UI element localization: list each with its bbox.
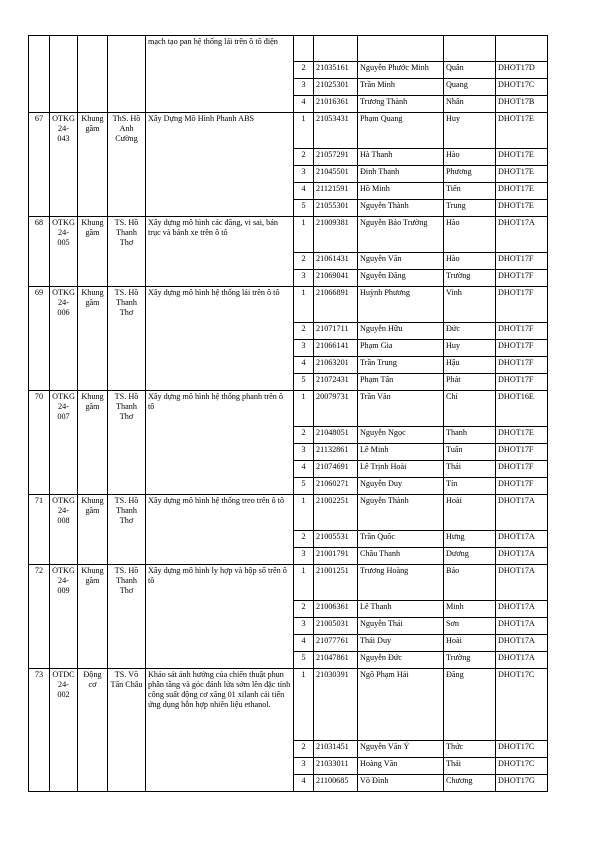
student-index-cell: 4 — [294, 461, 314, 478]
student-class-cell: DHOT17E — [496, 200, 548, 217]
student-index-cell: 2 — [294, 149, 314, 166]
student-index-cell: 5 — [294, 200, 314, 217]
group-number-cell: 68 — [29, 217, 50, 287]
student-index-cell: 5 — [294, 478, 314, 495]
category-cell: Khung gầm — [78, 217, 108, 287]
student-firstname-cell: Vinh — [444, 287, 496, 323]
student-index-cell: 4 — [294, 183, 314, 200]
student-index-cell: 2 — [294, 323, 314, 340]
student-index-cell: 1 — [294, 495, 314, 531]
student-id-cell: 21001791 — [314, 548, 358, 565]
student-lastname-cell: Nguyễn Duy — [358, 478, 444, 495]
student-lastname-cell: Lê Trịnh Hoài — [358, 461, 444, 478]
student-class-cell: DHOT17E — [496, 183, 548, 200]
student-firstname-cell: Hào — [444, 149, 496, 166]
topic-title-cell: Xây dựng mô hình ly hợp và hộp số trên ô tô — [146, 565, 294, 669]
student-lastname-cell: Hồ Minh — [358, 183, 444, 200]
student-index-cell: 4 — [294, 775, 314, 792]
student-firstname-cell: Hào — [444, 253, 496, 270]
topic-code-cell: OTKG 24-006 — [50, 287, 78, 391]
student-class-cell: DHOT17E — [496, 149, 548, 166]
student-topic-table — [28, 35, 548, 792]
student-firstname-cell: Hoài — [444, 495, 496, 531]
student-index-cell: 4 — [294, 357, 314, 374]
advisor-cell: TS. Hồ Thanh Thơ — [108, 495, 146, 565]
student-class-cell: DHOT17E — [496, 166, 548, 183]
student-class-cell: DHOT17C — [496, 758, 548, 775]
student-firstname-cell: Thái — [444, 758, 496, 775]
student-index-cell: 5 — [294, 374, 314, 391]
advisor-cell — [108, 36, 146, 113]
student-class-cell: DHOT17F — [496, 270, 548, 287]
group-number-cell: 69 — [29, 287, 50, 391]
student-index-cell: 1 — [294, 217, 314, 253]
group-number-cell: 71 — [29, 495, 50, 565]
student-id-cell: 21061431 — [314, 253, 358, 270]
student-class-cell: DHOT17F — [496, 323, 548, 340]
student-index-cell: 3 — [294, 340, 314, 357]
student-id-cell: 21005031 — [314, 618, 358, 635]
table-row — [29, 36, 548, 62]
student-lastname-cell: Phạm Tấn — [358, 374, 444, 391]
student-id-cell: 21048051 — [314, 427, 358, 444]
table-row — [29, 113, 548, 149]
student-firstname-cell: Nhân — [444, 96, 496, 113]
group-number-cell: 67 — [29, 113, 50, 217]
student-firstname-cell: Hưng — [444, 531, 496, 548]
student-firstname-cell: Chí — [444, 391, 496, 427]
student-class-cell: DHOT17E — [496, 113, 548, 149]
category-cell: Khung gầm — [78, 391, 108, 495]
student-class-cell: DHOT17A — [496, 652, 548, 669]
student-lastname-cell: Huỳnh Phương — [358, 287, 444, 323]
student-index-cell: 1 — [294, 669, 314, 741]
student-id-cell: 21053431 — [314, 113, 358, 149]
student-lastname-cell — [358, 36, 444, 62]
student-lastname-cell: Nguyễn Văn — [358, 253, 444, 270]
student-id-cell: 21069041 — [314, 270, 358, 287]
student-firstname-cell: Quang — [444, 79, 496, 96]
student-lastname-cell: Phạm Quang — [358, 113, 444, 149]
student-firstname-cell: Tín — [444, 478, 496, 495]
student-id-cell: 20079731 — [314, 391, 358, 427]
student-class-cell: DHOT17D — [496, 62, 548, 79]
student-class-cell: DHOT17G — [496, 775, 548, 792]
student-id-cell: 21009381 — [314, 217, 358, 253]
table-row — [29, 287, 548, 323]
student-id-cell: 21055301 — [314, 200, 358, 217]
student-lastname-cell: Nguyễn Ngọc — [358, 427, 444, 444]
student-class-cell: DHOT17F — [496, 253, 548, 270]
student-index-cell — [294, 36, 314, 62]
topic-code-cell: OTKG 24-009 — [50, 565, 78, 669]
topic-code-cell: OTKG 24-005 — [50, 217, 78, 287]
student-class-cell: DHOT17A — [496, 565, 548, 601]
student-lastname-cell: Trần Quốc — [358, 531, 444, 548]
category-cell — [78, 36, 108, 113]
student-id-cell: 21072431 — [314, 374, 358, 391]
student-index-cell: 3 — [294, 79, 314, 96]
topic-title-cell: mạch tạo pan hệ thống lái trên ô tô điện — [146, 36, 294, 113]
student-class-cell: DHOT17F — [496, 461, 548, 478]
table-body — [29, 36, 548, 792]
category-cell: Động cơ — [78, 669, 108, 792]
student-class-cell: DHOT17A — [496, 601, 548, 618]
student-id-cell: 21066891 — [314, 287, 358, 323]
student-id-cell: 21025301 — [314, 79, 358, 96]
student-id-cell: 21063201 — [314, 357, 358, 374]
student-lastname-cell: Võ Đình — [358, 775, 444, 792]
student-id-cell: 21001251 — [314, 565, 358, 601]
student-index-cell: 3 — [294, 618, 314, 635]
student-id-cell: 21066141 — [314, 340, 358, 357]
student-lastname-cell: Nguyễn Đăng — [358, 270, 444, 287]
student-lastname-cell: Hoàng Văn — [358, 758, 444, 775]
student-class-cell: DHOT17A — [496, 618, 548, 635]
student-id-cell: 21033011 — [314, 758, 358, 775]
student-index-cell: 2 — [294, 531, 314, 548]
student-class-cell: DHOT17C — [496, 741, 548, 758]
student-index-cell: 5 — [294, 652, 314, 669]
student-class-cell: DHOT17F — [496, 357, 548, 374]
student-firstname-cell: Trung — [444, 200, 496, 217]
student-id-cell: 21045501 — [314, 166, 358, 183]
student-lastname-cell: Châu Thanh — [358, 548, 444, 565]
group-number-cell: 73 — [29, 669, 50, 792]
student-lastname-cell: Đinh Thanh — [358, 166, 444, 183]
student-firstname-cell: Sơn — [444, 618, 496, 635]
table-row — [29, 391, 548, 427]
student-class-cell: DHOT17F — [496, 340, 548, 357]
student-id-cell: 21077761 — [314, 635, 358, 652]
student-firstname-cell: Phương — [444, 166, 496, 183]
student-lastname-cell: Nguyễn Đức — [358, 652, 444, 669]
group-number-cell: 72 — [29, 565, 50, 669]
student-class-cell: DHOT17A — [496, 217, 548, 253]
topic-title-cell: Xây dựng mô hình hệ thống lái trên ô tô — [146, 287, 294, 391]
student-firstname-cell: Thanh — [444, 427, 496, 444]
student-id-cell: 21002251 — [314, 495, 358, 531]
topic-code-cell: OTDC 24-002 — [50, 669, 78, 792]
student-class-cell: DHOT16E — [496, 391, 548, 427]
student-index-cell: 2 — [294, 741, 314, 758]
student-firstname-cell: Đức — [444, 323, 496, 340]
student-lastname-cell: Ngô Phạm Hải — [358, 669, 444, 741]
student-lastname-cell: Trần Minh — [358, 79, 444, 96]
student-index-cell: 2 — [294, 253, 314, 270]
topic-title-cell: Khảo sát ảnh hưởng của chiến thuật phun phân tầng và góc đánh lửa sớm lên đặc tính công suất động cơ xăng 01 xilanh cải tiến ứng dụng hỗn hợp nhiên liệu ethanol. — [146, 669, 294, 792]
student-lastname-cell: Nguyễn Thái — [358, 618, 444, 635]
advisor-cell: TS. Hồ Thanh Thơ — [108, 287, 146, 391]
student-index-cell: 3 — [294, 444, 314, 461]
topic-title-cell: Xây Dựng Mô Hình Phanh ABS — [146, 113, 294, 217]
student-id-cell: 21100685 — [314, 775, 358, 792]
student-lastname-cell: Trương Hoàng — [358, 565, 444, 601]
student-lastname-cell: Nguyễn Văn Ý — [358, 741, 444, 758]
student-class-cell — [496, 36, 548, 62]
advisor-cell: TS. Võ Tấn Châu — [108, 669, 146, 792]
topic-title-cell: Xây dựng mô hình hệ thống treo trên ô tô — [146, 495, 294, 565]
topic-code-cell: OTKG 24-007 — [50, 391, 78, 495]
student-firstname-cell: Tiến — [444, 183, 496, 200]
student-id-cell: 21016361 — [314, 96, 358, 113]
student-id-cell: 21030391 — [314, 669, 358, 741]
student-firstname-cell: Dương — [444, 548, 496, 565]
advisor-cell: ThS. Hồ Anh Cường — [108, 113, 146, 217]
table-row — [29, 565, 548, 601]
student-firstname-cell: Trường — [444, 270, 496, 287]
advisor-cell: TS. Hồ Thanh Thơ — [108, 391, 146, 495]
student-lastname-cell: Phạm Gia — [358, 340, 444, 357]
student-lastname-cell: Trần Trung — [358, 357, 444, 374]
student-firstname-cell: Thức — [444, 741, 496, 758]
topic-code-cell — [50, 36, 78, 113]
topic-code-cell: OTKG 24-008 — [50, 495, 78, 565]
topic-title-cell: Xây dựng mô hình các đăng, vi sai, bán trục và bánh xe trên ô tô — [146, 217, 294, 287]
student-class-cell: DHOT17B — [496, 96, 548, 113]
topic-title-cell: Xây dựng mô hình hệ thống phanh trên ô tô — [146, 391, 294, 495]
student-firstname-cell: Chương — [444, 775, 496, 792]
student-lastname-cell: Trương Thành — [358, 96, 444, 113]
student-index-cell: 4 — [294, 96, 314, 113]
student-id-cell: 21121591 — [314, 183, 358, 200]
student-firstname-cell: Huy — [444, 340, 496, 357]
student-lastname-cell: Trần Văn — [358, 391, 444, 427]
student-lastname-cell: Hà Thanh — [358, 149, 444, 166]
student-lastname-cell: Lê Thanh — [358, 601, 444, 618]
group-number-cell: 70 — [29, 391, 50, 495]
student-lastname-cell: Thái Duy — [358, 635, 444, 652]
advisor-cell: TS. Hồ Thanh Thơ — [108, 565, 146, 669]
student-class-cell: DHOT17A — [496, 531, 548, 548]
student-firstname-cell: Quân — [444, 62, 496, 79]
student-firstname-cell: Thái — [444, 461, 496, 478]
student-firstname-cell: Phát — [444, 374, 496, 391]
student-index-cell: 3 — [294, 166, 314, 183]
student-index-cell: 2 — [294, 427, 314, 444]
student-index-cell: 3 — [294, 548, 314, 565]
student-firstname-cell: Bảo — [444, 565, 496, 601]
student-firstname-cell: Đăng — [444, 669, 496, 741]
student-index-cell: 1 — [294, 391, 314, 427]
student-class-cell: DHOT17F — [496, 444, 548, 461]
student-firstname-cell: Trường — [444, 652, 496, 669]
student-lastname-cell: Nguyễn Thành — [358, 495, 444, 531]
table-row — [29, 495, 548, 531]
student-id-cell — [314, 36, 358, 62]
student-index-cell: 3 — [294, 758, 314, 775]
student-class-cell: DHOT17F — [496, 478, 548, 495]
table-row — [29, 217, 548, 253]
category-cell: Khung gầm — [78, 287, 108, 391]
student-class-cell: DHOT17F — [496, 374, 548, 391]
student-id-cell: 21060271 — [314, 478, 358, 495]
student-lastname-cell: Nguyễn Thành — [358, 200, 444, 217]
category-cell: Khung gầm — [78, 113, 108, 217]
student-lastname-cell: Nguyễn Bảo Trường — [358, 217, 444, 253]
student-firstname-cell: Huy — [444, 113, 496, 149]
student-id-cell: 21057291 — [314, 149, 358, 166]
advisor-cell: TS. Hồ Thanh Thơ — [108, 217, 146, 287]
student-class-cell: DHOT17A — [496, 635, 548, 652]
student-index-cell: 1 — [294, 287, 314, 323]
student-class-cell: DHOT17A — [496, 548, 548, 565]
student-id-cell: 21132861 — [314, 444, 358, 461]
student-index-cell: 3 — [294, 270, 314, 287]
student-class-cell: DHOT17A — [496, 495, 548, 531]
student-firstname-cell: Hậu — [444, 357, 496, 374]
student-class-cell: DHOT17E — [496, 427, 548, 444]
student-class-cell: DHOT17C — [496, 79, 548, 96]
category-cell: Khung gầm — [78, 495, 108, 565]
student-id-cell: 21005531 — [314, 531, 358, 548]
student-id-cell: 21074691 — [314, 461, 358, 478]
student-index-cell: 2 — [294, 62, 314, 79]
student-firstname-cell: Minh — [444, 601, 496, 618]
table-row — [29, 669, 548, 741]
student-lastname-cell: Nguyễn Hữu — [358, 323, 444, 340]
student-id-cell: 21047861 — [314, 652, 358, 669]
student-id-cell: 21035161 — [314, 62, 358, 79]
group-number-cell — [29, 36, 50, 113]
student-class-cell: DHOT17C — [496, 669, 548, 741]
student-id-cell: 21031451 — [314, 741, 358, 758]
student-id-cell: 21071711 — [314, 323, 358, 340]
student-firstname-cell: Hoài — [444, 635, 496, 652]
student-class-cell: DHOT17F — [496, 287, 548, 323]
category-cell: Khung gầm — [78, 565, 108, 669]
student-firstname-cell: Tuấn — [444, 444, 496, 461]
student-firstname-cell: Hào — [444, 217, 496, 253]
topic-code-cell: OTKG 24-043 — [50, 113, 78, 217]
student-lastname-cell: Lê Minh — [358, 444, 444, 461]
student-firstname-cell — [444, 36, 496, 62]
student-index-cell: 4 — [294, 635, 314, 652]
student-lastname-cell: Nguyễn Phước Minh — [358, 62, 444, 79]
student-id-cell: 21006361 — [314, 601, 358, 618]
student-index-cell: 2 — [294, 601, 314, 618]
student-index-cell: 1 — [294, 113, 314, 149]
student-index-cell: 1 — [294, 565, 314, 601]
